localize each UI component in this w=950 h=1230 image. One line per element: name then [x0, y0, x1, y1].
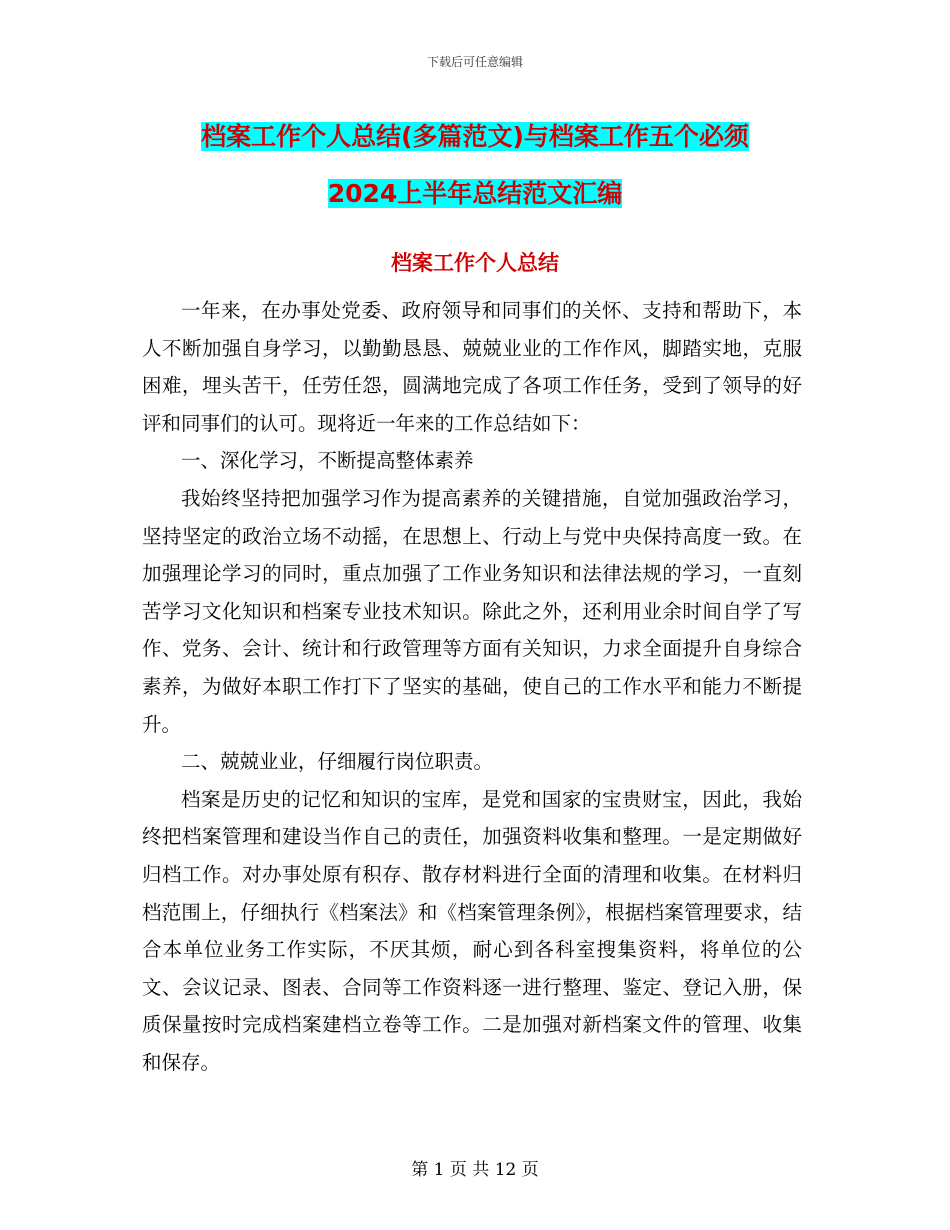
- paragraph-intro: 一年来，在办事处党委、政府领导和同事们的关怀、支持和帮助下，本人不断加强自身学习，以勤勤恳恳、兢兢业业的工作作风，脚踏实地，克服困难，埋头苦干，任劳任怨，圆满地完成了各项工作任务，受到了领导的好评和同事们的认可。现将近一年来的工作总结如下：: [142, 299, 802, 435]
- paragraph-heading-1: 一、深化学习，不断提高整体素养: [181, 449, 474, 473]
- paragraph-heading-2: 二、兢兢业业，仔细履行岗位职责。: [181, 750, 494, 774]
- page-footer: 第 1 页 共 12 页: [411, 1160, 539, 1180]
- header-note: 下载后可任意编辑: [426, 55, 523, 69]
- paragraph-study: 我始终坚持把加强学习作为提高素养的关键措施，自觉加强政治学习，坚持坚定的政治立场不动摇，在思想上、行动上与党中央保持高度一致。在加强理论学习的同时，重点加强了工作业务知识和法律法规的学习，一直刻苦学习文化知识和档案专业技术知识。除此之外，还利用业余时间自学了写作、党务、会计、统计和行政管理等方面有关知识，力求全面提升自身综合素养，为做好本职工作打下了坚实的基础，使自己的工作水平和能力不断提升。: [142, 486, 802, 736]
- section-title: 档案工作个人总结: [391, 251, 559, 275]
- document-body: [142, 292, 802, 1081]
- document-title-line-2: 2024上半年总结范文汇编: [327, 179, 623, 208]
- paragraph-archives: 档案是历史的记忆和知识的宝库，是党和国家的宝贵财宝，因此，我始终把档案管理和建设当作自己的责任，加强资料收集和整理。一是定期做好归档工作。对办事处原有积存、散存材料进行全面的清理和收集。在材料归档范围上，仔细执行《档案法》和《档案管理条例》，根据档案管理要求，结合本单位业务工作实际，不厌其烦，耐心到各科室搜集资料，将单位的公文、会议记录、图表、合同等工作资料逐一进行整理、鉴定、登记入册，保质保量按时完成档案建档立卷等工作。二是加强对新档案文件的管理、收集和保存。: [142, 787, 802, 1074]
- document-title-line-1: 档案工作个人总结(多篇范文)与档案工作五个必须: [201, 122, 749, 151]
- document-title: [0, 108, 950, 222]
